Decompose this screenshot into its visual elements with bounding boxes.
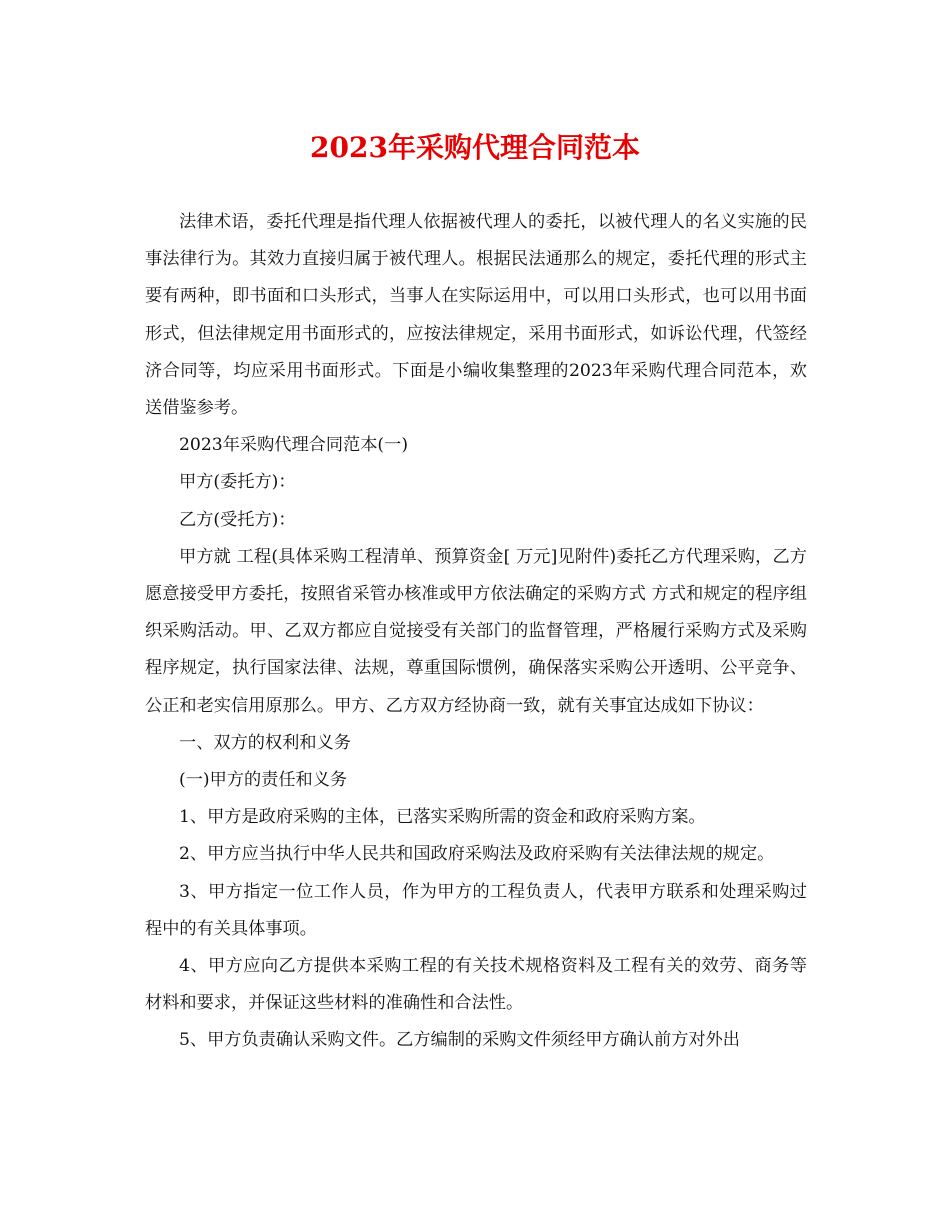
paragraph-section-1: 一、双方的权利和义务: [179, 732, 351, 753]
paragraph-subsection-1: (一)甲方的责任和义务: [179, 770, 348, 791]
paragraph-contract-heading: 2023年采购代理合同范本(一): [179, 435, 409, 456]
paragraph-commission: 甲方就 工程(具体采购工程清单、预算资金[ 万元]见附件)委托乙方代理采购，乙方愿意接受甲方委托，按照省采管办核准或甲方依法确定的采购方式 方式和规定的程序组织采购活动。甲、乙双方都应自觉接受有关部门的监督管理，严格履行采购方式及采购程序规定，执行国家法律、法规，尊重国际惯例，确保落实采购公开透明、公平竞争、公正和老实信用原那么。甲方、乙方双方经协商一致，就有关事宜达成如下协议：: [145, 546, 807, 716]
paragraph-item-2: 2、甲方应当执行中华人民共和国政府采购法及政府采购有关法律法规的规定。: [179, 844, 775, 865]
paragraph-party-b: 乙方(受托方)：: [179, 509, 296, 530]
document-body: [145, 204, 807, 1060]
paragraph-party-a: 甲方(委托方)：: [179, 472, 296, 493]
paragraph-item-5: 5、甲方负责确认采购文件。乙方编制的采购文件须经甲方确认前方对外出: [179, 1030, 740, 1051]
paragraph-item-4: 4、甲方应向乙方提供本采购工程的有关技术规格资料及工程有关的效劳、商务等材料和要求，并保证这些材料的准确性和合法性。: [145, 956, 807, 1014]
paragraph-item-1: 1、甲方是政府采购的主体，已落实采购所需的资金和政府采购方案。: [179, 807, 706, 828]
document-title: 2023年采购代理合同范本: [310, 131, 640, 164]
paragraph-intro: 法律术语，委托代理是指代理人依据被代理人的委托，以被代理人的名义实施的民事法律行为。其效力直接归属于被代理人。根据民法通那么的规定，委托代理的形式主要有两种，即书面和口头形式，当事人在实际运用中，可以用口头形式，也可以用书面形式，但法律规定用书面形式的，应按法律规定，采用书面形式，如诉讼代理，代签经济合同等，均应采用书面形式。下面是小编收集整理的2023年采购代理合同范本，欢送借鉴参考。: [145, 212, 807, 419]
paragraph-item-3: 3、甲方指定一位工作人员，作为甲方的工程负责人，代表甲方联系和处理采购过程中的有关具体事项。: [145, 881, 807, 939]
